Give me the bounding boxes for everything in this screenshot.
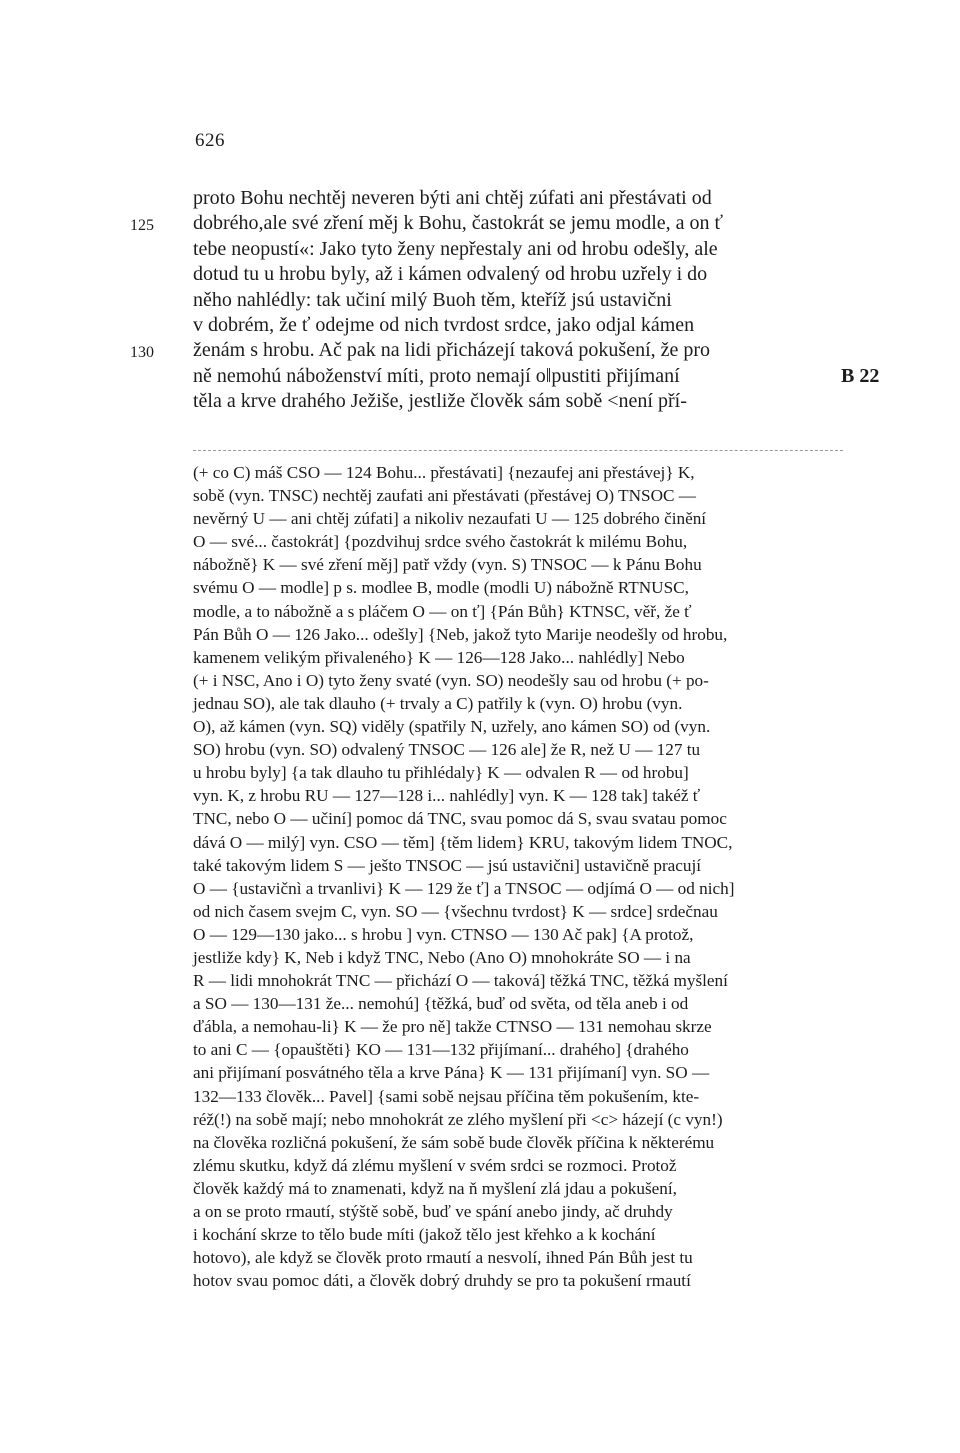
note-line: to ani C — {opauštěti} KO — 131—132 přijímaní... drahého] {drahého [193, 1040, 689, 1060]
note-line: svému O — modle] p s. modlee B, modle (modli U) nábožně RTNUSC, [193, 578, 689, 598]
text-line [193, 364, 880, 389]
line-text: ženám s hrobu. Ač pak na lidi přicházejí taková pokušení, že pro [193, 339, 711, 362]
note-line: ďábla, a nemohau-li} K — že pro ně] takže CTNSO — 131 nemohau skrze [193, 1017, 712, 1037]
note-line: O — své... častokrát] {pozdvihuj srdce svého častokrát k milému Bohu, [193, 532, 688, 552]
line-text: těla a krve drahého Ježiše, jestliže člověk sám sobě <není pří- [193, 390, 687, 413]
note-line: réž(!) na sobě mají; nebo mnohokrát ze zlého myšlení při <c> házejí (c vyn!) [193, 1109, 723, 1129]
note-line: i kochání skrze to tělo bude míti (jakož tělo jest křehko a k kochání [193, 1225, 656, 1245]
note-line: vyn. K, z hrobu RU — 127—128 i... nahlédly] vyn. K — 128 tak] takéž ť [193, 786, 701, 806]
note-line: a on se proto rmautí, stýště sobě, buď ve spání anebo jindy, ač druhdy [193, 1202, 673, 1221]
note-line: 132—133 člověk... Pavel] {sami sobě nejsau příčina těm pokušením, kte- [193, 1086, 700, 1106]
note-line: a SO — 130—131 že... nemohú] {těžká, buď od světa, od těla aneb i od [193, 994, 689, 1014]
line-text: v dobrém, že ť odejme od nich tvrdost srdce, jako odjal kámen [193, 313, 695, 336]
line-number: 130 [130, 344, 154, 362]
page-number: 626 [195, 130, 225, 151]
text-line [130, 211, 853, 236]
note-line: ani přijímaní posvátného těla a krve Pána} K — 131 přijímaní] vyn. SO — [193, 1063, 710, 1083]
text-line [193, 313, 853, 338]
note-line: dává O — milý] vyn. CSO — těm] {těm lidem} KRU, takovým lidem TNOC, [193, 832, 733, 852]
note-line: TNC, nebo O — učiní] pomoc dá TNC, svau pomoc dá S, svau svatau pomoc [193, 809, 727, 829]
line-text: něho nahlédly: tak učiní milý Buoh těm, kteříž jsú ustavični [193, 288, 672, 311]
critical-apparatus [193, 461, 844, 1292]
text-line [193, 288, 853, 313]
line-text: ně nemohú náboženství míti, proto nemají o‖pustiti přijímaní [193, 364, 680, 387]
note-line: jednau SO), ale tak dlauho (+ trvaly a C) patřily k (vyn. O) hrobu (vyn. [193, 693, 683, 713]
text-line [130, 338, 853, 363]
note-line: R — lidi mnohokrát TNC — přichází O — taková] těžká TNC, těžká myšlení [193, 971, 728, 991]
note-line: hotov svau pomoc dáti, a člověk dobrý druhdy se pro ta pokušení rmautí [193, 1271, 691, 1291]
text-line [193, 262, 853, 287]
note-line: jestliže kdy} K, Neb i když TNC, Nebo (Ano O) mnohokráte SO — i na [193, 947, 691, 967]
note-line: také takovým lidem S — ješto TNSOC — jsú ustavični] ustavičně pracují [193, 855, 702, 875]
note-line: sobě (vyn. TNSC) nechtěj zaufati ani přestávati (přestávej O) TNSOC — [193, 486, 696, 506]
note-line: kamenem velikým přivaleného} K — 126—128 Jako... nahlédly] Nebo [193, 647, 685, 667]
note-line: Pán Bůh O — 126 Jako... odešly] {Neb, jakož tyto Marije neodešly od hrobu, [193, 624, 728, 644]
line-text: proto Bohu nechtěj neveren býti ani chtěj zúfati ani přestávati od [193, 187, 712, 209]
text-line [193, 389, 853, 414]
line-text: tebe neopustí«: Jako tyto ženy nepřestaly ani od hrobu odešly, ale [193, 237, 718, 260]
note-line: na člověka rozličná pokušení, že sám sobě bude člověk příčina k některému [193, 1132, 715, 1152]
note-line: člověk každý má to znamenati, když na ň myšlení zlá jdau a pokušení, [193, 1178, 677, 1198]
line-number: 125 [130, 217, 154, 235]
note-line: modle, a to nábožně a s pláčem O — on ť] {Pán Bůh} KTNSC, věř, že ť [193, 601, 692, 621]
separator [193, 450, 843, 451]
note-line: O — 129—130 jako... s hrobu ] vyn. CTNSO — 130 Ač pak] {A protož, [193, 924, 694, 944]
text-line [193, 186, 853, 211]
note-line: O — {ustavičnì a trvanlivi} K — 129 že ť] a TNSOC — odjímá O — od nich] [193, 878, 735, 898]
note-line: nábožně} K — své zření měj] patř vždy (vyn. S) TNSOC — k Pánu Bohu [193, 555, 702, 575]
line-text: dobrého,ale své zření měj k Bohu, častokrát se jemu modle, a on ť [193, 212, 724, 235]
text-line [193, 237, 853, 262]
note-line: (+ i NSC, Ano i O) tyto ženy svaté (vyn. SO) neodešly sau od hrobu (+ po- [193, 670, 709, 690]
main-text [130, 186, 880, 415]
note-line: hotovo), ale když se člověk proto rmautí a nesvolí, ihned Pán Bůh jest tu [193, 1248, 693, 1268]
note-line: SO) hrobu (vyn. SO) odvalený TNSOC — 126 ale] že R, než U — 127 tu [193, 740, 701, 760]
line-text: dotud tu u hrobu byly, až i kámen odvalený od hrobu uzřely i do [193, 263, 708, 286]
note-line: (+ co C) máš CSO — 124 Bohu... přestávati] {nezaufej ani přestávej} K, [193, 463, 695, 482]
note-line: zlému skutku, když dá zlému myšlení v svém srdci se rozmoci. Protož [193, 1155, 677, 1175]
margin-reference: B 22 [841, 364, 880, 387]
note-line: u hrobu byly] {a tak dlauho tu přihlédaly} K — odvalen R — od hrobu] [193, 763, 689, 783]
note-line: od nich časem svejm C, vyn. SO — {všechnu tvrdost} K — srdce] srdečnau [193, 901, 718, 921]
note-line: O), až kámen (vyn. SQ) viděly (spatřily N, uzřely, ano kámen SO) od (vyn. [193, 717, 711, 737]
note-line: nevěrný U — ani chtěj zúfati] a nikoliv nezaufati U — 125 dobrého činění [193, 509, 707, 529]
